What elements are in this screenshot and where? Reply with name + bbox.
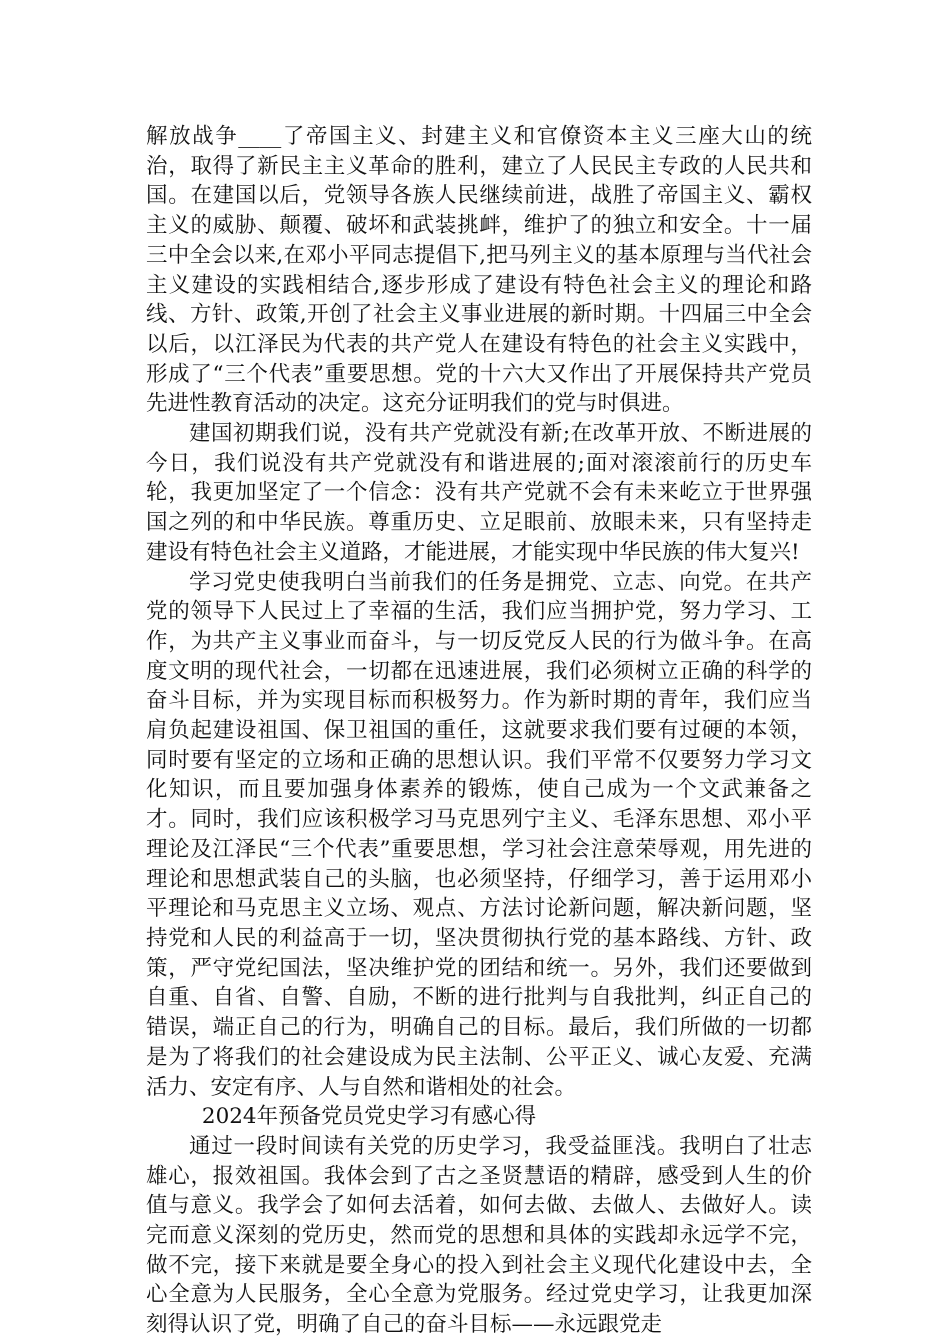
paragraph-belief: 建国初期我们说，没有共产党就没有新;在改革开放、不断进展的今日，我们说没有共产党就没有和谐进展的;面对滚滚前行的历史车轮，我更加坚定了一个信念：没有共产党就不会有未来屹立于世界强国之列的和中华民族。尊重历史、立足眼前、放眼未来，只有坚持走建设有特色社会主义道路，才能进展，才能实现中华民族的伟大复兴! [146,421,812,565]
paragraph-task: 学习党史使我明白当前我们的任务是拥党、立志、向党。在共产党的领导下人民过上了幸福的生活，我们应当拥护党，努力学习、工作，为共产主义事业而奋斗，与一切反党反人民的行为做斗争。在高度文明的现代社会，一切都在迅速进展，我们必须树立正确的科学的奋斗目标，并为实现目标而积极努力。作为新时期的青年，我们应当肩负起建设祖国、保卫祖国的重任，这就要求我们要有过硬的本领，同时要有坚定的立场和正确的思想认识。我们平常不仅要努力学习文化知识，而且要加强身体素养的锻炼，使自己成为一个文武兼备之才。同时，我们应该积极学习马克思列宁主义、毛泽东思想、邓小平理论及江泽民“三个代表”重要思想，学习社会注意荣辱观，用先进的理论和思想武装自己的头脑，也必须坚持，仔细学习，善于运用邓小平理论和马克思主义立场、观点、方法讨论新问题，解决新问题，坚持党和人民的利益高于一切，坚决贯彻执行党的基本路线、方针、政策，严守党纪国法，坚决维护党的团结和统一。另外，我们还要做到自重、自省、自警、自励，不断的进行批判与自我批判，纠正自己的错误，端正自己的行为，明确自己的目标。最后，我们所做的一切都是为了将我们的社会建设成为民主法制、公平正义、诚心友爱、充满活力、安定有序、人与自然和谐相处的社会。 [146,569,812,1100]
section-title: 2024年预备党员党史学习有感心得 [201,1104,537,1130]
document-body [146,122,812,1340]
paragraph-history-review: 解放战争____了帝国主义、封建主义和官僚资本主义三座大山的统治，取得了新民主主义革命的胜利，建立了人民民主专政的人民共和国。在建国以后，党领导各族人民继续前进，战胜了帝国主义、霸权主义的威胁、颠覆、破坏和武装挑衅，维护了的独立和安全。十一届三中全会以来,在邓小平同志提倡下,把马列主义的基本原理与当代社会主义建设的实践相结合,逐步形成了建设有特色社会主义的理论和路线、方针、政策,开创了社会主义事业进展的新时期。十四届三中全会以后，以江泽民为代表的共产党人在建设有特色的社会主义实践中，形成了“三个代表”重要思想。党的十六大又作出了开展保持共产党员先进性教育活动的决定。这充分证明我们的党与时俱进。 [146,124,812,417]
paragraph-reflection: 通过一段时间读有关党的历史学习，我受益匪浅。我明白了壮志雄心，报效祖国。我体会到了古之圣贤慧语的精辟，感受到人生的价值与意义。我学会了如何去活着，如何去做、去做人、去做好人。读完而意义深刻的党历史，然而党的思想和具体的实践却永远学不完，做不完，接下来就是要全身心的投入到社会主义现代化建设中去，全心全意为人民服务，全心全意为党服务。经过党史学习，让我更加深刻得认识了党，明确了自己的奋斗目标——永远跟党走 [146,1133,812,1338]
